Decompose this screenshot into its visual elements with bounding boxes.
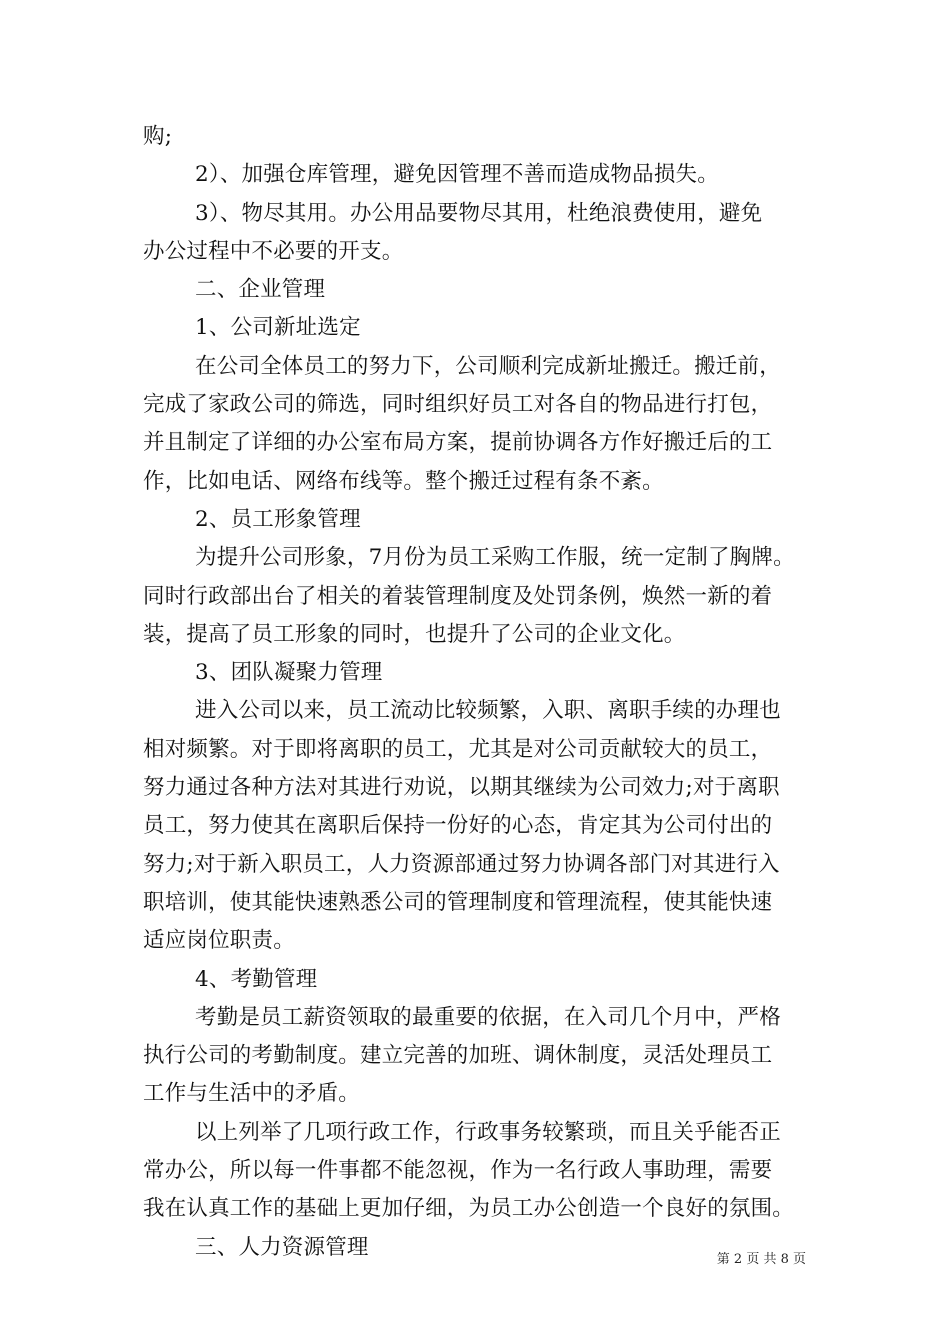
text-line: 相对频繁。对于即将离职的员工，尤其是对公司贡献较大的员工，	[143, 736, 773, 762]
text-line: 进入公司以来，员工流动比较频繁，入职、离职手续的办理也	[195, 698, 781, 724]
text-line: 3、团队凝聚力管理	[195, 660, 383, 686]
text-line: 3）、物尽其用。办公用品要物尽其用，杜绝浪费使用，避免	[195, 200, 763, 226]
text-line: 2、员工形象管理	[195, 506, 361, 532]
text-line: 在公司全体员工的努力下，公司顺利完成新址搬迁。搬迁前，	[195, 353, 781, 379]
text-line: 考勤是员工薪资领取的最重要的依据，在入司几个月中，严格	[195, 1004, 781, 1030]
text-line: 适应岗位职责。	[143, 928, 295, 954]
document-body	[143, 118, 809, 1267]
text-line: 职培训，使其能快速熟悉公司的管理制度和管理流程，使其能快速	[143, 889, 773, 915]
text-line: 4、考勤管理	[195, 966, 318, 992]
text-line: 完成了家政公司的筛选，同时组织好员工对各自的物品进行打包，	[143, 392, 773, 418]
text-line: 为提升公司形象，7月份为员工采购工作服，统一定制了胸牌。	[195, 545, 795, 571]
text-line: 购;	[143, 124, 173, 149]
text-line: 2）、加强仓库管理，避免因管理不善而造成物品损失。	[195, 162, 719, 188]
text-line: 员工，努力使其在离职后保持一份好的心态，肯定其为公司付出的	[143, 813, 773, 839]
text-line: 二、企业管理	[195, 277, 326, 303]
page-number: 第 2 页 共 8 页	[716, 1252, 806, 1267]
text-line: 工作与生活中的矛盾。	[143, 1081, 361, 1107]
text-line: 并且制定了详细的办公室布局方案，提前协调各方作好搬迁后的工	[143, 430, 773, 456]
text-line: 努力通过各种方法对其进行劝说，以期其继续为公司效力;对于离职	[143, 775, 780, 801]
text-line: 作，比如电话、网络布线等。整个搬迁过程有条不紊。	[143, 468, 664, 494]
text-line: 三、人力资源管理	[195, 1234, 369, 1260]
text-line: 1、公司新址选定	[195, 315, 361, 341]
text-line: 我在认真工作的基础上更加仔细，为员工办公创造一个良好的氛围。	[143, 1196, 795, 1222]
text-line: 同时行政部出台了相关的着装管理制度及处罚条例，焕然一新的着	[143, 583, 773, 609]
text-line: 常办公，所以每一件事都不能忽视，作为一名行政人事助理，需要	[143, 1158, 773, 1184]
text-line: 执行公司的考勤制度。建立完善的加班、调休制度，灵活处理员工	[143, 1043, 773, 1069]
text-line: 装，提高了员工形象的同时，也提升了公司的企业文化。	[143, 621, 686, 647]
text-line: 以上列举了几项行政工作，行政事务较繁琐，而且关乎能否正	[195, 1119, 781, 1145]
text-line: 办公过程中不必要的开支。	[143, 238, 404, 264]
text-line: 努力;对于新入职员工，人力资源部通过努力协调各部门对其进行入	[143, 851, 780, 877]
